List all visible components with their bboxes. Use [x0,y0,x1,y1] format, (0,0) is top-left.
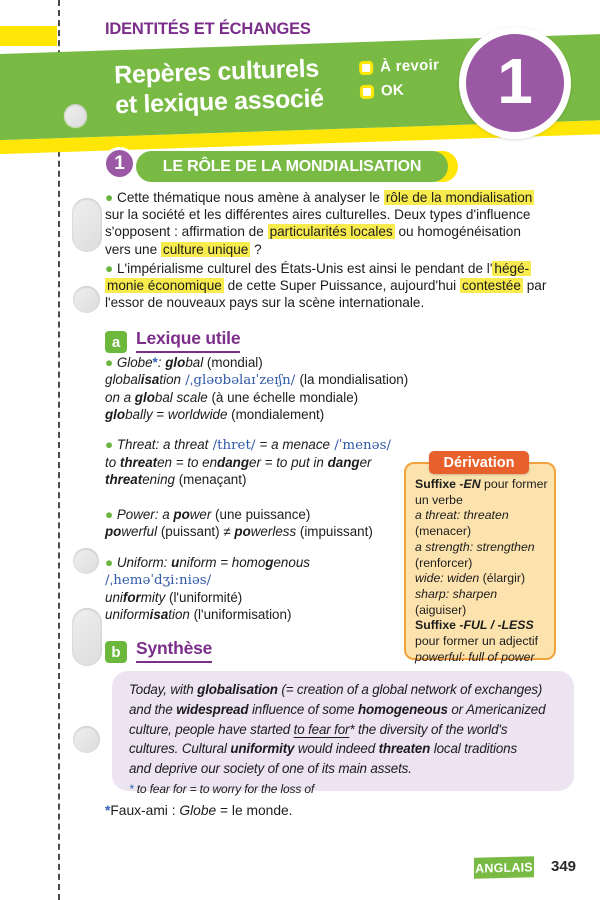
checkbox-revoir-label: À revoir [379,56,440,76]
intro-paragraph-2: ● L'impérialisme culturel des États-Unis est ainsi le pendant de l' hégé- monie économique de cette Super Puissance, aujourd'hui contestée par l'essor de nouveaux pays sur la scène internationale. [105,261,547,311]
unit-number-circle [459,27,571,139]
checkbox-row-revoir[interactable] [359,57,440,77]
synthese-footnote: * to fear for = to worry for the loss of [129,781,315,796]
section-title: LE RÔLE DE LA MONDIALISATION [162,157,422,175]
derivation-tab: Dérivation [429,451,529,474]
section-title-pill [136,151,448,182]
binding-hole [64,104,87,127]
lexique-entry-globe: ● Globe*: global (mondial) globalisation /ˌgləʊbəlaɪˈzeɪʃn/ (la mondialisation) on a global scale (à une échelle mondiale) globally = worldwide (mondialement) [105,355,409,422]
binding-hole [72,608,102,666]
synthese-box [112,671,574,796]
binding-hole [73,286,100,313]
subsection-a-title: Lexique utile [136,328,240,353]
page-title-line1: Repères culturels [113,54,320,90]
lexique-entry-threat: ● Threat: a threat /thret/ = a menace /ˈmenəs/ to threaten = to endanger = to put in danger threatening (menaçant) [105,437,391,487]
checkbox-revoir[interactable] [359,60,373,74]
yellow-edge-stub [0,26,57,46]
subsection-b-title: Synthèse [136,638,212,663]
binding-hole [73,726,100,753]
binding-hole [72,198,102,252]
checkbox-ok[interactable] [360,84,374,98]
subject-badge: ANGLAIS [474,856,534,879]
page-title-line2: et lexique associé [114,84,325,120]
review-checkboxes [359,57,441,108]
section-number-badge: 1 [103,147,136,180]
lexique-entry-uniform: ● Uniform: uniform = homogenous /ˌheməˈdʒi:niəs/ uniformity (l'uniformité) uniformisation (l'uniformisation) [105,555,310,622]
binding-hole [73,548,99,574]
lexique-entry-power: ● Power: a power (une puissance) powerful (puissant) ≠ powerless (impuissant) [105,507,373,539]
theme-title: IDENTITÉS ET ÉCHANGES [105,20,311,38]
subsection-a-badge: a [105,331,127,353]
page-title [114,53,324,120]
subsection-a-heading [105,328,240,353]
subsection-b-badge: b [105,641,127,663]
derivation-box: Suffixe -EN pour former un verbe a threat: threaten (menacer) a strength: strengthen (renforcer) wide: widen (élargir) sharp: sharpen (aiguiser) Suffixe -FUL / -LESS pour former un adjectif powerful: full of power [404,462,556,660]
unit-number: 1 [497,45,533,117]
faux-ami-note: *Faux-ami : Globe = le monde. [105,803,293,818]
subsection-b-heading [105,638,212,663]
page-number: 349 [551,858,577,875]
checkbox-row-ok[interactable] [360,80,441,100]
intro-paragraph-1: ● Cette thématique nous amène à analyser le rôle de la mondialisation sur la société et les différentes aires culturelles. Deux types d'influence s'opposent : affirmation de particularités locales ou homogénéisation vers une culture unique ? [105,190,533,257]
checkbox-ok-label: OK [380,81,405,100]
synthese-text: Today, with globalisation (= creation of a global network of exchanges) and the widespread influence of some homogeneous or Americanized culture, people have started to fear for* the diversity of the world's cultures. Cultural uniformity would indeed threaten local traditions and deprive our society of one of its main assets. [129,682,546,777]
